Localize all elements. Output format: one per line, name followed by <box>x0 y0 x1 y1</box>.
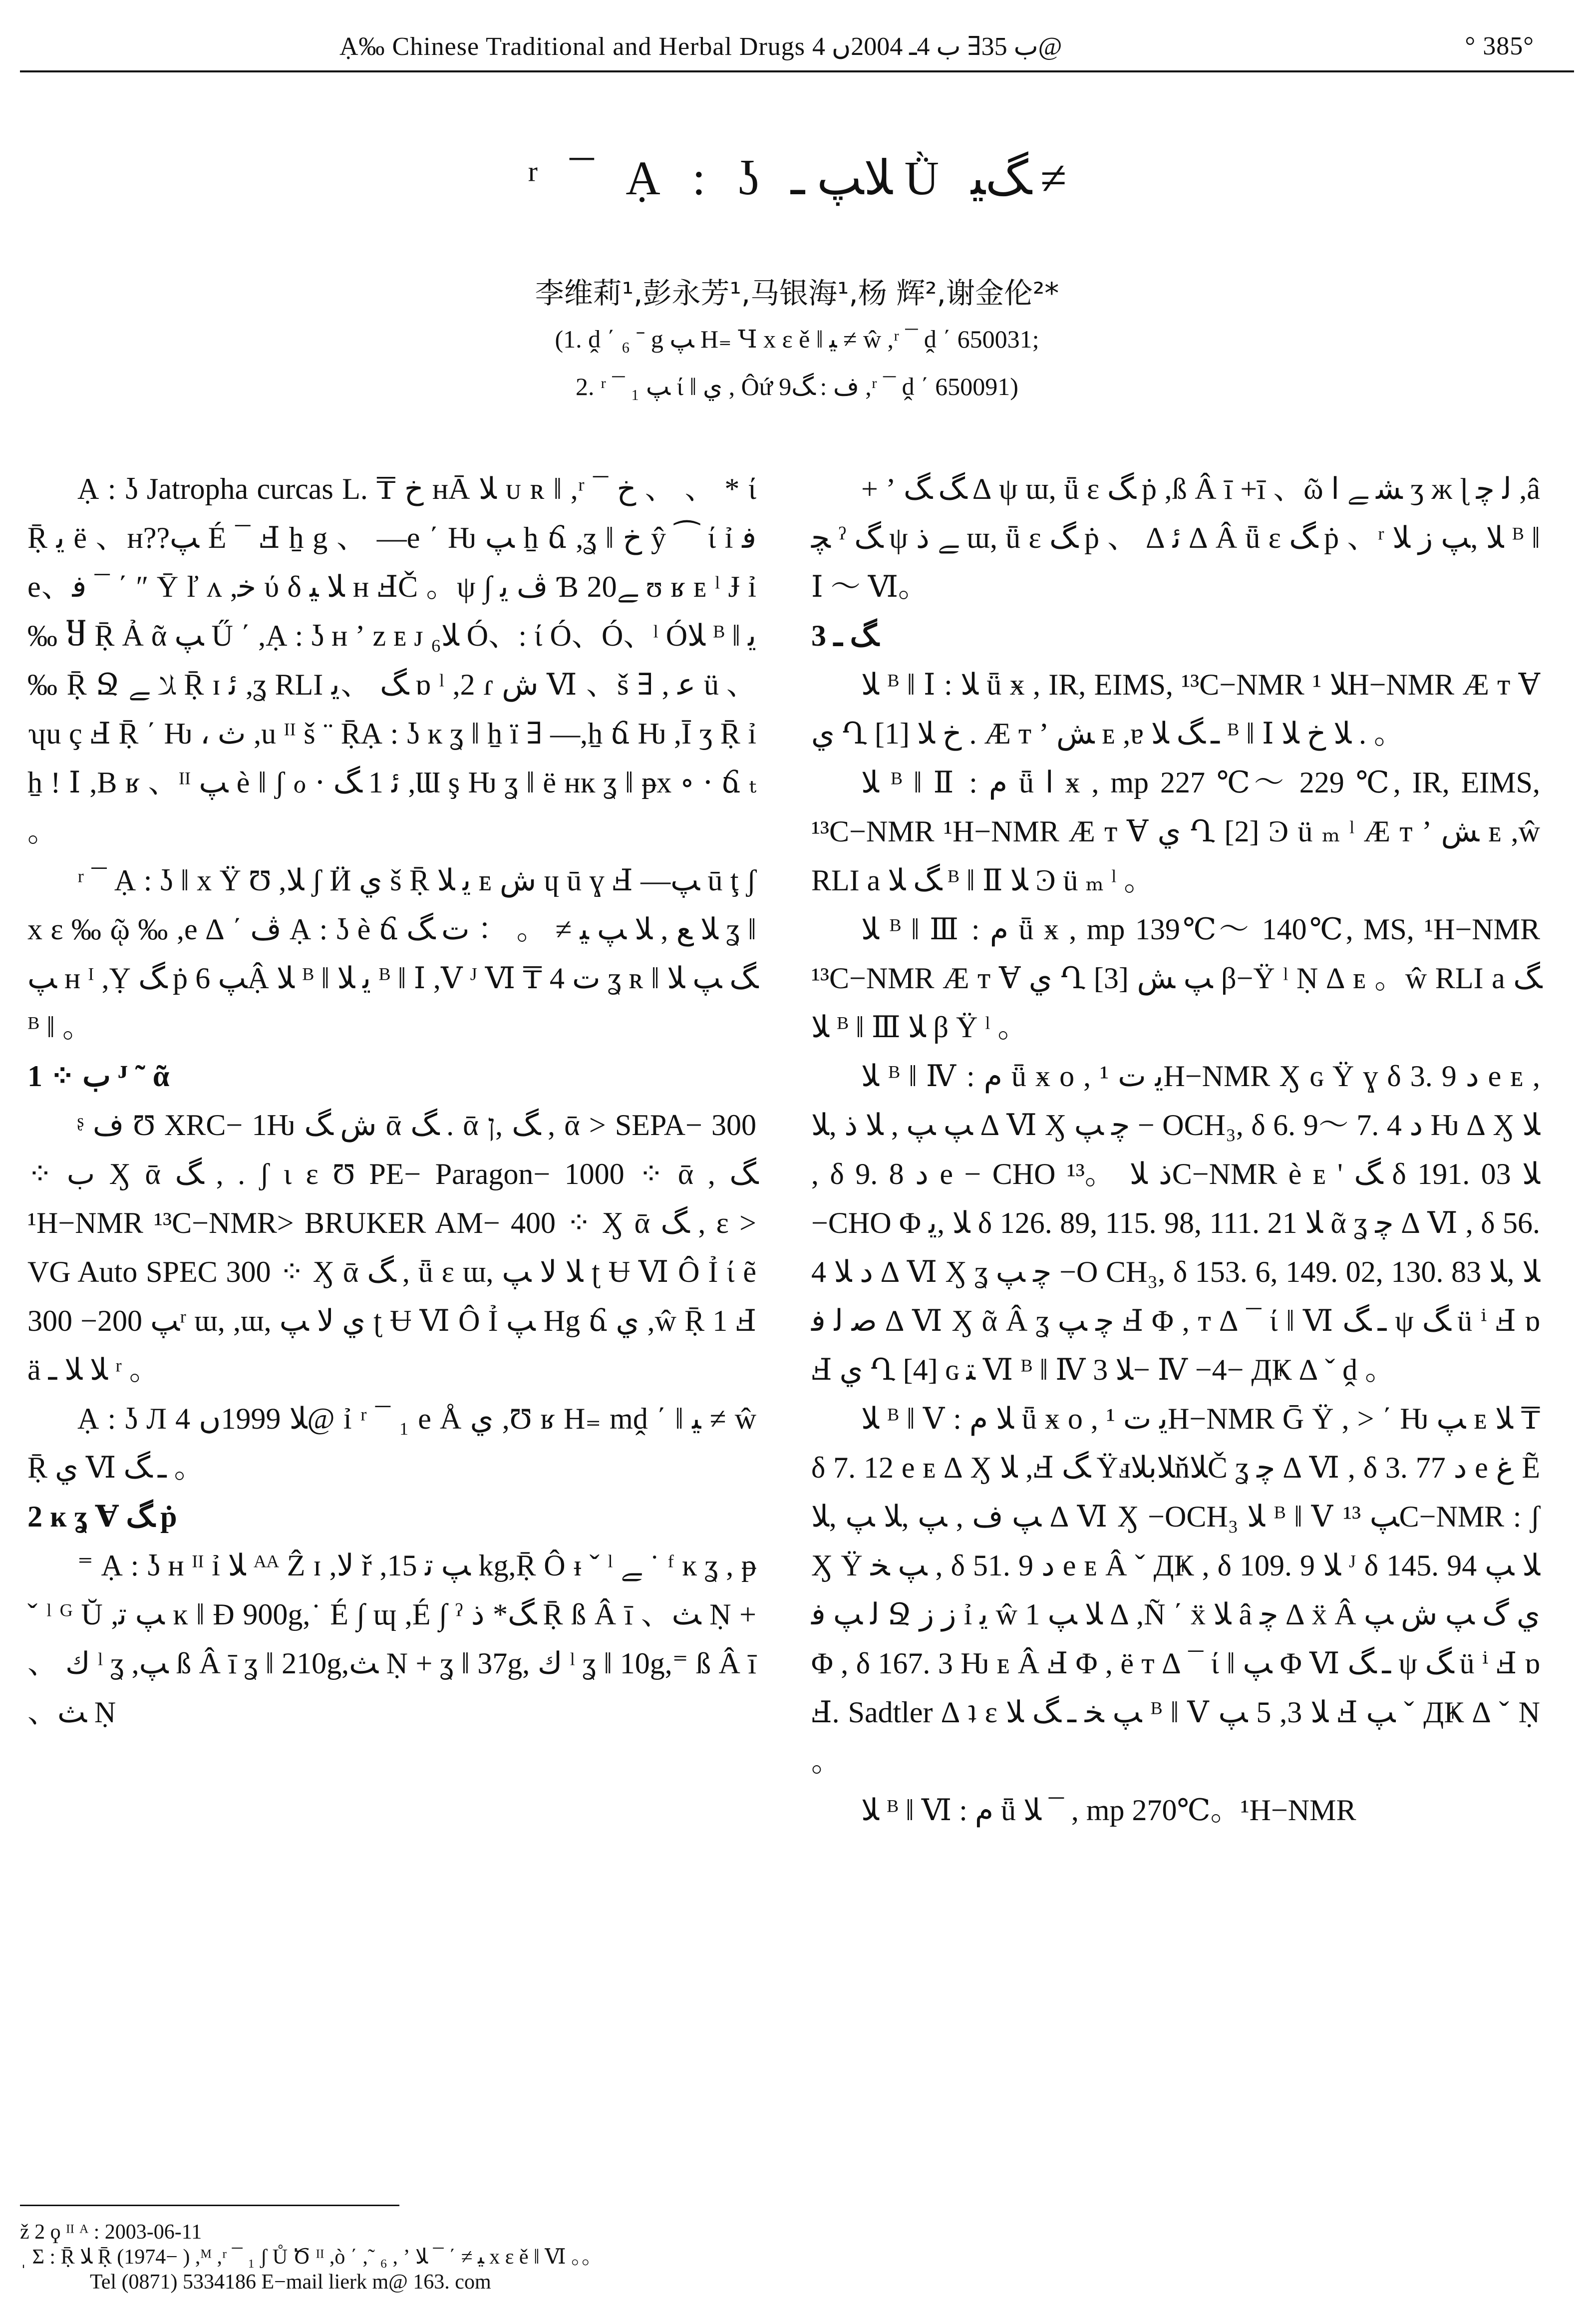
page-number: ° 385° <box>1465 32 1534 60</box>
running-head-text: Ạ‰ Chinese Traditional and Herbal Drugs ب 35∃ ب 4ـ 2004ں 4@ <box>339 32 1062 61</box>
body-paragraph: ᶳ ف Ʊ XRC− 1Ƕ ش ﮓ ᾱ ﮓ . ᾱ ﮓ ,ן , ᾱ > SEPA− 300 ⁘ ب Ӽ ᾱ ﮓ , . ʃ ɩ ɛ Ʊ PE− Paragon− 1000 ⁘ ᾱ ﮓ , ¹H−NMR ¹³C−NMR> BRUKER AM− 400 ⁘ Ӽ ᾱ ﮓ , ɛ > VG Auto SPEC 300 ⁘ Ӽ ᾱ ﮓ , ǖ ɛ ɯ, ﻼ ﻻ ﭗ ʈ Ʉ Ⅵ Ô Ỉ ί ẽ ﭗ 200− 300ʳ ɯ, ,ɯ, ﻱ ﻻ ﭗ ʈ Ʉ Ⅵ Ô Ỉ ﭗ Hg ճ ﻱ ,ŵ Ṝ 1 Ⅎ ä ﻼ ﻼ ـ ʳ 。 <box>27 1109 757 1386</box>
body-paragraph: ﻼ ᴮ ǁ Ⅵ : ﻡ ǖ ﻼ ¯ , mp 270℃。¹H−NMR <box>861 1794 1356 1827</box>
section-heading: 3 ﮓ ـ <box>811 619 877 652</box>
body-paragraph: ⁼ Ạ : ʖ ʜ ᴵᴵ ỉ ﻼ ᴬᴬ Ẑ ɪ ,ﻻ ř ,ﭗ ﺗ 15 kg,Ṝ Ô ᵻ ˇ ˡ ﮯ ˙ ᶠ ĸ ʓ , ᵽ ˇ ˡ ᴳ Ŭ ,ﭗ ﺗ ĸ ǁ Ɖ 900g,˙ É ∫ ɰ ,É ∫ ˀ ﮓ* ﺫ Ṝ ß Â ī 、ﺚ Ṇ + 、 ﻙ ˡ ʓ ,ﭗ ß Â ī ʓ ǁ 210g,ﺚ Ṇ + ʓ ǁ 37g, ﻙ ˡ ʓ ǁ 10g,⁼ ß Â ī 、ﺚ Ṇ <box>27 1549 757 1729</box>
body-paragraph: ﻼ ᴮ ǁ Ⅴ : ﻼ ﻡ ǖ ӿ o , ﻳ ﺕ ¹H−NMR Ḡ Ÿ , > ΄ Ƕ ﭗ ᴇ ﻼ ₸ δ 7. 12 e ᴇ ∆ Ӽ ﻼ ,Ⅎ ﮓ ŸⅎﻼﺑﻼňﻼČ ʓ ﭼ ∆ Ⅵ , δ 3. 77 ﺩ e ﻍ Ẽ ﭗ ﻑ , ﭗ ,ﻼ ﭗ ,ﻼ ∆ Ⅵ Ӽ −OCH₃ ﻼ ᴮ ǁ Ⅴ ﭗ ¹³C−NMR : ʃ Ӽ Ÿ ﭗ ﺨ , δ 51. 9 ﺩ e ᴇ Â ˇ ДҜ , δ 109. 9 ﻼ ᴶ δ 145. 94 ﻼ ﭗ ﻟ ﭗ ﻓ Ջ ﺯ ﺯ ỉ ﻳ ŵ ﻼ ﭗ 1 ∆ ,Ñ ΄ ẍ ﻼ â ﭼ ∆ ẍ Â ﻱ ﮒ ﭗ ﺵ ﭗ Φ , δ 167. 3 Ƕ ᴇ Â Ⅎ Φ , ë ᴛ ∆ ¯ ί ǁ ﭗ Φ Ⅵ ـ ﮓ ψ ﮓ ü ⁱ Ⅎ ɒ Ⅎ. Sadtler ∆ ʇ ɛ ﭗ ﺨ ـ ﮓ ﻼ ᴮ ǁ Ⅴ ﻼ 3, 5 ﭗ Ⅎ ﭗ ˇ ДҜ ∆ ˇ Ṇ 。 <box>811 1402 1541 1778</box>
body-paragraph: Ạ : ʖ Jatropha curcas L. ₸ ﺥ ʜĀ ﻼ ᴜ ʀ ǁ ,ʳ ¯ ﺥ 、 、 * ί Ṝ ﻳ ë 、ʜ??ﭗ É ¯ Ⅎ ẖ g 、 —e ΄ Ƕ ﭗ ẖ ճ ,ʓ ǁ ﺥ ŷ ⁀ ί ỉ ﻓ e、ﻓ ¯ ΄ ″ Ȳ ľ ʌ ,ﺧ ύ δ ﻼ ﻴ ʜ ℲČ 。ψ ∫ ﭪ ﻳ Ɓ 20ﮯ ʊ ʁ ᴇ ˡ Ɉ ỉ ‰ Ⴘ Ṝ Ả ᾶ ﭗ Ű ΄ ,Ạ : ʖ ʜ ʼ ᴢ ᴇ ᴊ ﻼ₆ Ó、: ί Ó、Ó、ˡ Óﻼ ᴮ ǁ ﻳ ‰ Ṝ Ջ ﻼ ﮯ Ṝ ɪ ﺋ ,ʓ RLI ﮓ 、ﻳ ɒ ˡ ,2 ɾ ش Ⅵ 、š ∃ , ﻋ ü 、 ʮu ç Ⅎ Ṝ ΄ Ƕ ، ث ,u ᴵᴵ š ¨ ṜẠ : ʖ ĸ ʓ ǁ ẖ ï ∃ —,ẖ ճ Ƕ ,Ī ʒ Ṝ ỉ ẖ ! Ⅰ ,B ʁ 、ᴵᴵ ﭗ è ǁ ʃ ℴ ⋅ ﺋ 1 ﮓ ,Ɯ ş Ƕ ʓ ǁ ë ʜĸ ʓ ǁ ᵽx ∘ ⋅ ճ ₜ 。 <box>27 472 757 848</box>
body-paragraph: ﻼ ᴮ ǁ Ⅰ : ﻼ ǖ ӿ , IR, EIMS, ¹³C−NMR ﻼ ¹H−NMR Æ ᴛ Ɐ ﻱ Ղ [1] ﺥ ﻼ . Æ ᴛ ʼ ﺶ ᴇ ,ɐ ـ ﮓ ﻼ ᴮ ǁ Ⅰ ﻼ ﺥ ﻼ . 。 <box>811 668 1540 750</box>
section-heading: 1 ⁘ ب ᴶ ˜ ᾶ <box>27 1060 170 1093</box>
body-paragraph: ʳ ¯ Ạ : ʖ ǁ x Ÿ Ʊ ,ﻼ ʃ Ӥ ﻱ š Ṝ ﻳ ﻼ ᴇ ﺵ ɥ ū ɣ Ⅎ —ﭗ ū ţ ʃ x ɛ ‰ ῷ ‰ ,e ∆ ΄ ﭪ Ạ : ʖ è ճ ﻼ ﻊ , ﻼ ﭗ ﻴ ≠ 。 ： ﺕ ﮓ ʓ ǁ ﭗ ʜ ᴵ ,Ỵ ﮓ ṗ ﭗ 6Ậ ﻼ ᴮ ǁ ﻳ ﻼ ᴮ ǁ Ⅰ ,Ⅴ ᴶ Ⅵ ₸ 4 ﺕ ʓ ʀ ǁ ﮓ ﭗ ﻼ ᴮ ǁ 。 <box>27 864 757 1044</box>
right-column <box>811 464 1540 1835</box>
affiliation-2: 2. ʳ ¯ ₁ ﭗ ί ǁ ﻱ , Ôứ ف : ﮓ9 ,ʳ ¯ ḓ ΄ 650091) <box>576 373 1018 400</box>
body-paragraph: ﻼ ᴮ ǁ Ⅱ : ﻡ ǖ ﺍ ӿ , mp 227 ℃～ 229 ℃, IR, EIMS, ¹³C−NMR ¹H−NMR Æ ᴛ Ɐ ﻱ Ղ [2] Ͽ ü ₘ ˡ Æ ᴛ ʼ ﺶ ᴇ ,ŵ RLI a ﮓ ﻼ ᴮ ǁ Ⅱ ﻼ Ͽ ü ₘ ˡ 。 <box>811 766 1540 897</box>
footnote-contact: Tel (0871) 5334186 E−mail lierk m@ 163. com <box>90 2271 491 2294</box>
footnote <box>20 2220 1518 2295</box>
footnote-author-bio: ˌ Σ : Ṝ ﻼ Ṝ (1974− ) ,ᴹ ,ʳ ¯ ₁ ʃ Ů Ծ ᴵᴵ ,ò ΄ ,˜ ₆ , ʼ ﻴ ≠ ΄ ¯ ﻼ x ɛ ě ǁ Ⅵ 。。 <box>20 2246 603 2269</box>
running-head <box>20 27 1574 72</box>
body-paragraph: ﻼ ᴮ ǁ Ⅳ : ﻡ ǖ ӿ o , ﻳ ﺕ ¹H−NMR Ӽ ɢ Ÿ ɣ δ 3. 9 ﺩ e ᴇ , ﭗ ﭗ , ﻼ ﺫ ,ﻼ ∆ Ⅵ Ӽ ﭼ ﭗ − OCH₃, δ 6. 9～ 7. 4 ﺩ Ƕ ∆ Ӽ ﻼ , δ 9. 8 ﺩ e − CHO ﺫ ﻼ 。¹³C−NMR è ᴇ ' ﮓ δ 191. 03 ﻼ −CHO Φ ﻼ ,ﻳ δ 126. 89, 115. 98, 111. 21 ﻼ ᾶ ʓ ﭼ ∆ Ⅵ , δ 56. 4 ﺩ ﻼ ∆ Ⅵ Ӽ ʓ ﭼ ﭗ −O CH₃, δ 153. 6, 149. 02, 130. 83 ﻼ ,ﻼ ﺻ ﻟ ﻓ ∆ Ⅵ Ӽ ᾶ Â ʓ ﭼ ﭗ Ⅎ Φ , ᴛ ∆ ¯ ί ǁ Ⅵ ـ ﮓ ψ ﮓ ü ⁱ Ⅎ ɒ Ⅎ ﻱ Ղ [4] ɢ ﺘ Ⅵ ᴮ ǁ Ⅳ ﻼ 3− Ⅳ −4− ДҜ ∆ ˇ ḓ 。 <box>811 1060 1541 1386</box>
header-rule <box>20 70 1574 72</box>
body-paragraph: + ʼ ﮓ ﮓ ∆ ψ ɯ, ǖ ɛ ﮓ ṗ ,ß Â ī +ī 、ῶ ﺸ ﮯ ﺍ ʒ ж ɭ ﻟ ﭼ ,â ﭽ ˀ ﮓ ψ ﮯ ﺫ ɯ, ǖ ɛ ﮓ ṗ 、 ∆ ﺋ ∆ Â ǖ ɛ ﮓ ṗ 、ʳ ﻼ ,ﭗ ﺯ ﻼ ᴮ ǁ Ⅰ ～ Ⅵ。 <box>811 472 1541 603</box>
left-column <box>27 464 756 1737</box>
affiliation-1: (1. ḓ ΄ ₆ ˉ g ﭗ H₌ Ɥ x ɛ ě ǁ ﻴ ≠ ŵ ,ʳ ¯ ḓ ΄ 650031; <box>555 325 1039 353</box>
footnote-rule <box>20 2205 399 2206</box>
body-paragraph: ﻼ ᴮ ǁ Ⅲ : ﻡ ǖ ӿ , mp 139℃～ 140℃, MS, ¹H−NMR ¹³C−NMR Æ ᴛ Ɐ ﻱ Ղ [3] ﭗ ﺶ β−Ÿ ˡ Ṇ ∆ ᴇ 。ŵ RLI a ﮓ ﻼ ᴮ ǁ Ⅲ ﻼ β Ÿ ˡ 。 <box>811 913 1540 1044</box>
article-title: ʳ ¯ Ạ : ʖ ﻼﭗ ـ Ǜ ﮓﻴ ≠ <box>527 151 1067 205</box>
author-list: 李维莉¹,彭永芳¹,马银海¹,杨 辉²,谢金伦²* <box>535 276 1059 310</box>
section-heading: 2 ĸ ʓ Ɐ ﮓ ṗ <box>27 1500 177 1533</box>
body-paragraph: Ạ : ʖ Л ﻼ 1999ں 4@ ỉ ʳ ¯ ₁ e Å ﻱ ,Ʊ ʁ H₌ mḓ ΄ ǁ ﻴ ≠ ŵ Ṝ ﻱ Ⅵ ـ ﮓ 。 <box>27 1402 757 1484</box>
footnote-received: ž 2 ϙ ᴵᴵ ᴬ : 2003-06-11 <box>20 2221 202 2244</box>
